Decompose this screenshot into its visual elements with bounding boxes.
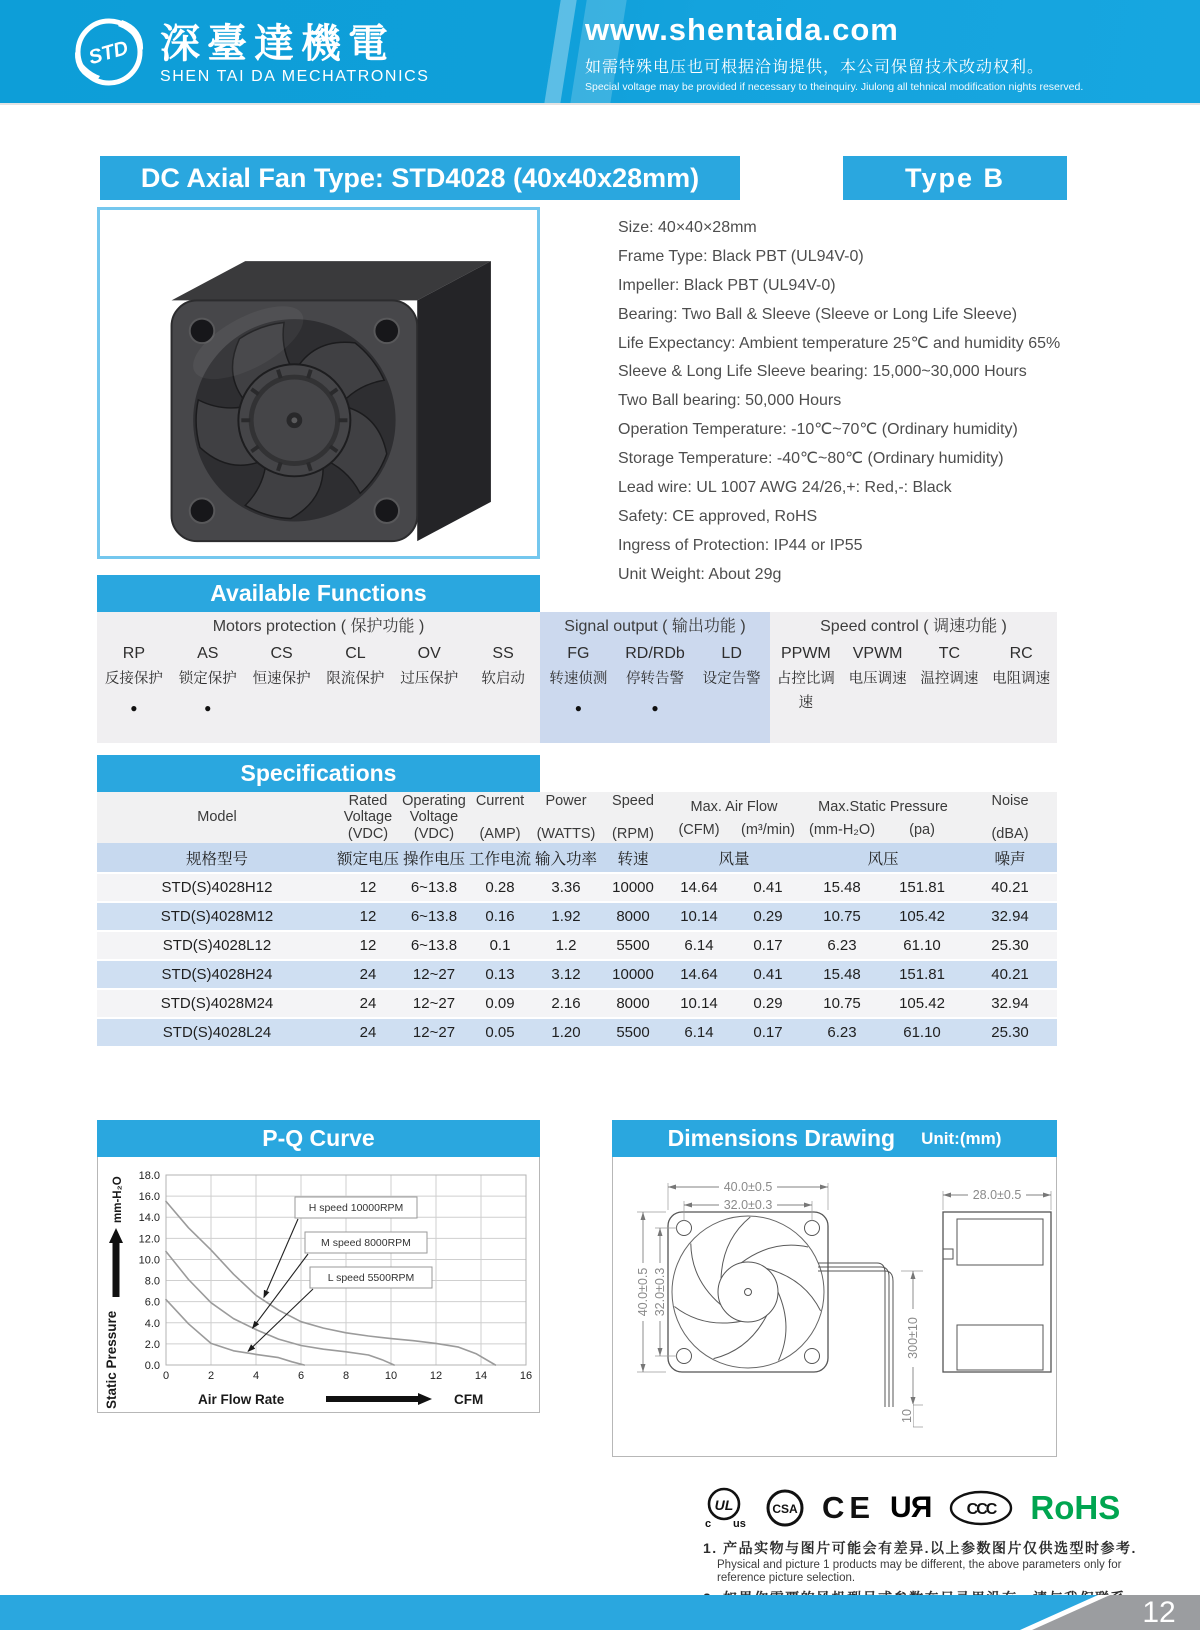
spec-cell: 61.10 [881,931,963,960]
certification-marks [700,1484,1120,1532]
spec-cell: 12~27 [399,1018,469,1047]
page-number: 12 [1142,1596,1176,1629]
spec-cell: 10.75 [803,989,881,1018]
function-group-title: Speed control ( 调速功能 ) [820,618,1007,635]
svg-text:us: us [733,1518,746,1530]
svg-text:Air Flow Rate: Air Flow Rate [198,1392,285,1407]
spec-table-row [97,873,1057,902]
spec-cell: 0.13 [469,960,531,989]
product-spec-line: Ingress of Protection: IP44 or IP55 [618,536,863,554]
header-note-cn: 如需特殊电压也可根据洽询提供，本公司保留技术改动权利。 [585,59,1045,76]
function-code: VPWM [852,645,903,662]
specifications-table [97,792,1057,1048]
svg-text:8.0: 8.0 [144,1275,160,1288]
product-photo [97,207,540,559]
function-label-cn: 反接保护 [104,671,163,687]
svg-text:2.0: 2.0 [144,1338,160,1351]
spec-cell: 151.81 [881,873,963,902]
spec-cell: 8000 [601,902,665,931]
svg-text:2: 2 [207,1370,215,1382]
available-functions-title: Available Functions [210,580,427,606]
spec-cell: 10.75 [803,902,881,931]
pq-curve-title-bar [97,1120,540,1157]
column-header: Operating Voltage (VDC) [399,792,469,843]
spec-cell: 0.41 [733,873,803,902]
product-spec-line: Operation Temperature: -10℃~70℃ (Ordinary humidity) [618,421,1018,439]
spec-cell: STD(S)4028L12 [97,931,337,960]
spec-cell: 14.64 [665,960,733,989]
dimension-label: 40.0±0.5 [636,1267,650,1317]
column-header-cn: 风压 [803,843,963,873]
function-label-cn: 锁定保护 [178,671,237,687]
spec-cell: 12 [337,931,399,960]
page-title [100,156,740,200]
function-enabled-dot: ● [574,701,582,715]
column-header: Max. Air Flow [665,792,803,822]
curve-annotation: H speed 10000RPM [308,1202,404,1214]
spec-cell: 5500 [601,931,665,960]
spec-cell: 15.48 [803,960,881,989]
function-enabled-dot [693,693,770,723]
product-spec-line: Two Ball bearing: 50,000 Hours [618,392,842,410]
function-group [540,612,770,743]
company-name-cn: 深臺達機電 [160,21,395,66]
spec-cell: 0.41 [733,960,803,989]
spec-cell: 14.64 [665,873,733,902]
spec-cell: 1.2 [531,931,601,960]
spec-cell: 0.29 [733,902,803,931]
spec-cell: 10000 [601,960,665,989]
spec-cell: 10000 [601,873,665,902]
column-unit: (mm-H₂O) [803,822,881,843]
column-header: Current (AMP) [469,792,531,843]
spec-table-row [97,902,1057,931]
spec-cell: 0.09 [469,989,531,1018]
function-code: CS [270,645,293,662]
spec-cell: STD(S)4028H24 [97,960,337,989]
svg-text:8: 8 [342,1370,350,1382]
svg-text:CSA: CSA [772,1502,798,1516]
product-spec-line: Impeller: Black PBT (UL94V-0) [618,276,836,294]
ccc-mark [948,1488,1014,1528]
culus-mark [700,1485,748,1531]
product-spec-line: Size: 40×40×28mm [618,219,757,236]
function-enabled-dot [985,693,1057,723]
spec-cell: 61.10 [881,1018,963,1047]
function-label-cn: 温控调速 [920,671,979,687]
function-label-cn: 限流保护 [326,671,385,687]
product-spec-line: Unit Weight: About 29g [618,565,782,583]
svg-text:18.0: 18.0 [138,1170,160,1182]
spec-cell: 6~13.8 [399,902,469,931]
spec-table-row [97,989,1057,1018]
curve-annotation: L speed 5500RPM [327,1272,415,1284]
svg-text:12: 12 [429,1370,443,1382]
spec-table-row [97,1018,1057,1047]
column-unit: (m³/min) [733,822,803,843]
column-header-cn: 噪声 [963,843,1057,873]
spec-cell: 2.16 [531,989,601,1018]
column-unit: (CFM) [665,822,733,843]
spec-cell: 8000 [601,989,665,1018]
dimension-label: 10 [900,1409,914,1423]
website-url: www.shentaida.com [585,12,899,47]
dimension-label: 300±10 [906,1317,920,1359]
column-header: Max.Static Pressure [803,792,963,822]
spec-cell: 40.21 [963,873,1057,902]
dimension-label: 40.0±0.5 [723,1180,773,1194]
column-header: Power (WATTS) [531,792,601,843]
ce-mark: CE [822,1490,876,1525]
svg-text:6: 6 [297,1370,305,1382]
spec-cell: 105.42 [881,902,963,931]
spec-cell: 15.48 [803,873,881,902]
spec-cell: STD(S)4028M12 [97,902,337,931]
svg-text:STD: STD [86,36,131,70]
company-logo-icon [72,14,146,93]
product-spec-line: Sleeve & Long Life Sleeve bearing: 15,000~30,000 Hours [618,363,1027,381]
product-spec-line: Safety: CE approved, RoHS [618,507,818,525]
svg-text:UL: UL [714,1497,734,1513]
svg-text:CCC: CCC [967,1501,996,1518]
spec-cell: 12 [337,902,399,931]
spec-table-row [97,931,1057,960]
column-header-cn: 风量 [665,843,803,873]
spec-cell: 12~27 [399,960,469,989]
rohs-mark: RoHS [1030,1489,1121,1526]
svg-text:16.0: 16.0 [138,1191,160,1204]
function-group [770,612,1057,743]
specifications-title: Specifications [240,760,397,786]
function-enabled-dot: ● [651,701,659,715]
svg-text:4.0: 4.0 [144,1317,160,1330]
pq-curve-chart [98,1157,539,1416]
curve-annotation: M speed 8000RPM [321,1237,411,1249]
available-functions-header [97,575,540,612]
svg-text:CFM: CFM [454,1392,484,1407]
spec-cell: 6.23 [803,1018,881,1047]
spec-cell: STD(S)4028L24 [97,1018,337,1047]
function-label-cn: 转速侦测 [549,671,608,687]
spec-cell: 1.92 [531,902,601,931]
pq-curve-series [166,1300,304,1365]
column-header: Model [97,792,337,843]
spec-cell: 32.94 [963,989,1057,1018]
function-label-cn: 过压保护 [400,671,459,687]
page-footer [0,1595,1200,1630]
column-header-cn: 转速 [601,843,665,873]
dimensions-panel [612,1120,1057,1457]
function-enabled-dot [914,693,986,723]
function-group [97,612,540,743]
function-enabled-dot [245,693,319,723]
spec-cell: 3.36 [531,873,601,902]
svg-text:0.0: 0.0 [144,1360,160,1372]
column-header-cn: 输入功率 [531,843,601,873]
footnote-en: Physical and picture 1 products may be different, the above parameters only for reference picture selection. [717,1559,1122,1584]
svg-text:c: c [705,1518,712,1530]
specifications-header [97,755,540,792]
dimensions-title-bar [612,1120,1057,1157]
spec-cell: STD(S)4028H12 [97,873,337,902]
function-enabled-dot: ● [204,701,212,715]
footnote-cn: 1. 产品实物与图片可能会有差异.以上参数图片仅供选型时参考. [703,1540,1137,1556]
product-spec-line: Bearing: Two Ball & Sleeve (Sleeve or Long Life Sleeve) [618,305,1018,323]
spec-cell: 25.30 [963,931,1057,960]
fan-photo-illustration [100,537,531,554]
spec-cell: 6.14 [665,1018,733,1047]
column-header: Speed (RPM) [601,792,665,843]
function-label-cn: 占控比调速 [776,671,835,711]
spec-cell: 6.23 [803,931,881,960]
type-badge [843,156,1067,200]
spec-cell: 12~27 [399,989,469,1018]
spec-cell: 40.21 [963,960,1057,989]
function-code: FG [567,645,590,662]
spec-cell: 25.30 [963,1018,1057,1047]
spec-cell: 6~13.8 [399,873,469,902]
company-name-en: SHEN TAI DA MECHATRONICS [160,67,430,85]
spec-cell: 24 [337,989,399,1018]
function-code: RD/RDb [625,645,685,662]
page-title-text: DC Axial Fan Type: STD4028 (40x40x28mm) [140,162,700,193]
column-header-cn: 操作电压 [399,843,469,873]
pq-curve-panel [97,1120,540,1413]
function-label-cn: 电阻调速 [992,671,1051,687]
function-enabled-dot [319,693,393,723]
spec-cell: 0.28 [469,873,531,902]
svg-text:14: 14 [474,1370,488,1382]
product-spec-line: Lead wire: UL 1007 AWG 24/26,+: Red,-: Black [618,479,952,497]
spec-cell: 0.17 [733,931,803,960]
dimension-label: 32.0±0.3 [723,1198,773,1212]
function-code: PPWM [780,645,831,662]
spec-cell: 0.05 [469,1018,531,1047]
column-header-cn: 工作电流 [469,843,531,873]
product-spec-line: Frame Type: Black PBT (UL94V-0) [618,247,864,265]
column-header: Rated Voltage (VDC) [337,792,399,843]
dimension-label: 32.0±0.3 [653,1267,667,1317]
spec-cell: 0.17 [733,1018,803,1047]
product-spec-line: Life Expectancy: Ambient temperature 25℃ and humidity 65% [618,334,1061,352]
function-label-cn: 恒速保护 [252,671,311,687]
product-spec-line: Storage Temperature: -40℃~80℃ (Ordinary humidity) [618,450,1004,468]
column-header-cn: 规格型号 [97,843,337,873]
svg-text:0: 0 [162,1370,170,1382]
spec-cell: 12 [337,873,399,902]
function-enabled-dot [842,693,914,723]
spec-cell: 6.14 [665,931,733,960]
dimension-label: 28.0±0.5 [972,1188,1022,1202]
function-label-cn: 电压调速 [848,671,907,687]
spec-cell: 1.20 [531,1018,601,1047]
spec-cell: 151.81 [881,960,963,989]
function-label-cn: 设定告警 [702,671,761,687]
product-spec-list [618,214,1088,590]
spec-cell: 3.12 [531,960,601,989]
spec-cell: 0.16 [469,902,531,931]
svg-text:14.0: 14.0 [138,1212,160,1225]
ul-recognized-mark: RU [891,1491,933,1524]
svg-text:10: 10 [384,1370,398,1382]
spec-cell: 32.94 [963,902,1057,931]
svg-text:mm-H₂O: mm-H₂O [112,1176,124,1223]
pq-curve-title: P-Q Curve [262,1125,375,1151]
svg-text:16: 16 [519,1370,533,1382]
spec-cell: 0.1 [469,931,531,960]
function-enabled-dot [770,693,842,723]
svg-text:6.0: 6.0 [144,1296,160,1309]
function-code: RP [122,645,146,662]
spec-cell: 0.29 [733,989,803,1018]
function-enabled-dot [466,693,540,723]
column-header-cn: 额定电压 [337,843,399,873]
svg-text:4: 4 [252,1370,260,1382]
spec-cell: 24 [337,960,399,989]
type-badge-text: Type B [904,162,1005,193]
function-enabled-dot [392,693,466,723]
header-note-en: Special voltage may be provided if necessary to theinquiry. Jiulong all tehnical modification nights reserved. [585,81,1084,93]
function-code: SS [492,645,514,662]
spec-cell: 24 [337,1018,399,1047]
spec-table-row [97,960,1057,989]
csa-mark [764,1487,806,1529]
dimensions-unit-label: Unit:(mm) [921,1128,1002,1148]
spec-cell: STD(S)4028M24 [97,989,337,1018]
spec-cell: 10.14 [665,989,733,1018]
function-group-title: Signal output ( 输出功能 ) [564,618,746,635]
spec-cell: 5500 [601,1018,665,1047]
svg-text:10.0: 10.0 [138,1254,160,1267]
dimensions-title: Dimensions Drawing [667,1125,896,1151]
footer-blue-bar [0,1595,1200,1630]
company-logo [72,14,430,93]
function-code: CL [345,645,366,662]
function-code: AS [197,645,219,662]
column-unit: (pa) [881,822,963,843]
function-code: RC [1009,645,1033,662]
spec-cell: 10.14 [665,902,733,931]
function-label-cn: 软启动 [481,671,525,687]
function-code: OV [417,645,441,662]
spec-cell: 105.42 [881,989,963,1018]
function-code: TC [938,645,961,662]
function-group-title: Motors protection ( 保护功能 ) [212,618,425,635]
available-functions-table [97,612,1057,743]
spec-cell: 6~13.8 [399,931,469,960]
dimensions-drawing [613,1157,1056,1460]
function-code: LD [721,645,742,662]
svg-text:Static Pressure: Static Pressure [104,1310,119,1409]
function-enabled-dot: ● [130,701,138,715]
function-label-cn: 停转告警 [625,671,684,687]
svg-text:12.0: 12.0 [138,1233,160,1246]
header-banner [0,0,1200,105]
column-header: Noise (dBA) [963,792,1057,843]
